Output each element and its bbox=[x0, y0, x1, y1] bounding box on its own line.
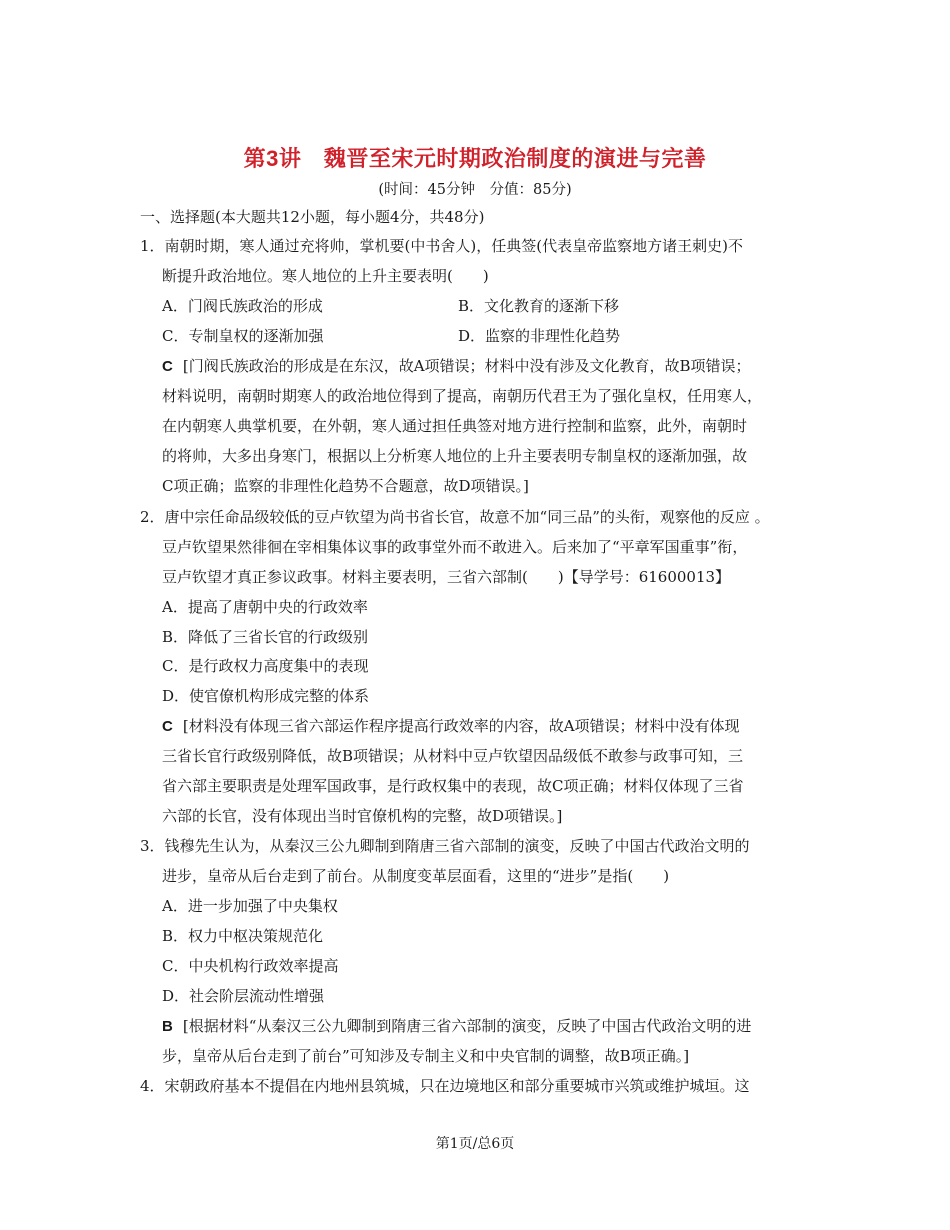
q2-stem-line: 豆卢钦望才真正参议政事。材料主要表明，三省六部制( )【导学号：61600013】 bbox=[162, 568, 731, 586]
q3-option-a: A．进一步加强了中央集权 bbox=[162, 897, 338, 915]
title-number: 3 bbox=[266, 146, 279, 171]
q2-option-c: C．是行政权力高度集中的表现 bbox=[162, 657, 369, 675]
q2-explanation-line: 三省长官行政级别降低，故B项错误；从材料中豆卢钦望因品级低不敢参与政事可知，三 bbox=[162, 747, 744, 765]
q1-option-b: B．文化教育的逐渐下移 bbox=[458, 297, 620, 315]
q2-option-b: B．降低了三省长官的行政级别 bbox=[162, 628, 369, 646]
q2-stem-line: 2．唐中宗任命品级较低的豆卢钦望为尚书省长官，故意不加“同三品”的头衔，观察他的反应 。 bbox=[140, 508, 770, 526]
q1-option-c: C．专制皇权的逐渐加强 bbox=[162, 327, 324, 345]
q3-answer-line bbox=[162, 1016, 751, 1037]
q2-explanation-line: 六部的长官，没有体现出当时官僚机构的完整，故D项错误。] bbox=[162, 807, 563, 825]
title-main: 讲 魏晋至宋元时期政治制度的演进与完善 bbox=[278, 146, 707, 172]
q1-option-d: D．监察的非理性化趋势 bbox=[458, 327, 621, 345]
title-prefix: 第 bbox=[243, 146, 267, 172]
q2-option-d: D．使官僚机构形成完整的体系 bbox=[162, 687, 370, 705]
q1-stem-line: 1．南朝时期，寒人通过充将帅，掌机要(中书舍人)，任典签(代表皇帝监察地方诸王刺史)不 bbox=[140, 237, 743, 255]
q1-answer: C bbox=[162, 358, 173, 375]
q3-explanation-line: [根据材料“从秦汉三公九卿制到隋唐三省六部制的演变，反映了中国古代政治文明的进 bbox=[182, 1017, 752, 1035]
q1-answer-line bbox=[162, 356, 751, 377]
q2-answer-line bbox=[162, 716, 740, 737]
q3-stem-line: 进步，皇帝从后台走到了前台。从制度变革层面看，这里的“进步”是指( ) bbox=[162, 867, 670, 885]
q1-explanation-line: 的将帅，大多出身寒门，根据以上分析寒人地位的上升主要表明专制皇权的逐渐加强，故 bbox=[162, 447, 748, 465]
q1-explanation-line: C项正确；监察的非理性化趋势不合题意，故D项错误。] bbox=[162, 477, 529, 495]
q3-option-b: B．权力中枢决策规范化 bbox=[162, 927, 324, 945]
q2-stem-line: 豆卢钦望果然徘徊在宰相集体议事的政事堂外而不敢进入。后来加了“平章军国重事”衔， bbox=[162, 538, 748, 556]
q2-explanation-line: 省六部主要职责是处理军国政事，是行政权集中的表现，故C项正确；材料仅体现了三省 bbox=[162, 777, 744, 795]
section-heading: 一、选择题(本大题共12小题，每小题4分，共48分) bbox=[140, 208, 485, 226]
document-title bbox=[0, 142, 950, 173]
q2-option-a: A．提高了唐朝中央的行政效率 bbox=[162, 598, 368, 616]
q3-explanation-line: 步，皇帝从后台走到了前台”可知涉及专制主义和中央官制的调整，故B项正确。] bbox=[162, 1047, 690, 1065]
q1-stem-line: 断提升政治地位。寒人地位的上升主要表明( ) bbox=[162, 267, 489, 285]
q2-answer: C bbox=[162, 718, 173, 735]
time-score-info: (时间：45分钟 分值：85分) bbox=[378, 182, 572, 198]
q4-stem-line: 4．宋朝政府基本不提倡在内地州县筑城，只在边境地区和部分重要城市兴筑或维护城垣。这 bbox=[140, 1077, 750, 1095]
q3-option-c: C．中央机构行政效率提高 bbox=[162, 957, 339, 975]
q3-option-d: D．社会阶层流动性增强 bbox=[162, 987, 325, 1005]
q1-explanation-line: [门阀氏族政治的形成是在东汉，故A项错误；材料中没有涉及文化教育，故B项错误； bbox=[182, 357, 751, 375]
q3-answer: B bbox=[162, 1018, 173, 1035]
q2-explanation-line: [材料没有体现三省六部运作程序提高行政效率的内容，故A项错误；材料中没有体现 bbox=[182, 717, 740, 735]
q1-explanation-line: 在内朝寒人典掌机要，在外朝，寒人通过担任典签对地方进行控制和监察，此外，南朝时 bbox=[162, 417, 748, 435]
page-footer: 第1页/总6页 bbox=[435, 1136, 515, 1152]
q1-explanation-line: 材料说明，南朝时期寒人的政治地位得到了提高，南朝历代君王为了强化皇权，任用寒人， bbox=[162, 387, 763, 405]
q1-option-a: A．门阀氏族政治的形成 bbox=[162, 297, 323, 315]
q3-stem-line: 3．钱穆先生认为，从秦汉三公九卿制到隋唐三省六部制的演变，反映了中国古代政治文明的 bbox=[140, 837, 750, 855]
